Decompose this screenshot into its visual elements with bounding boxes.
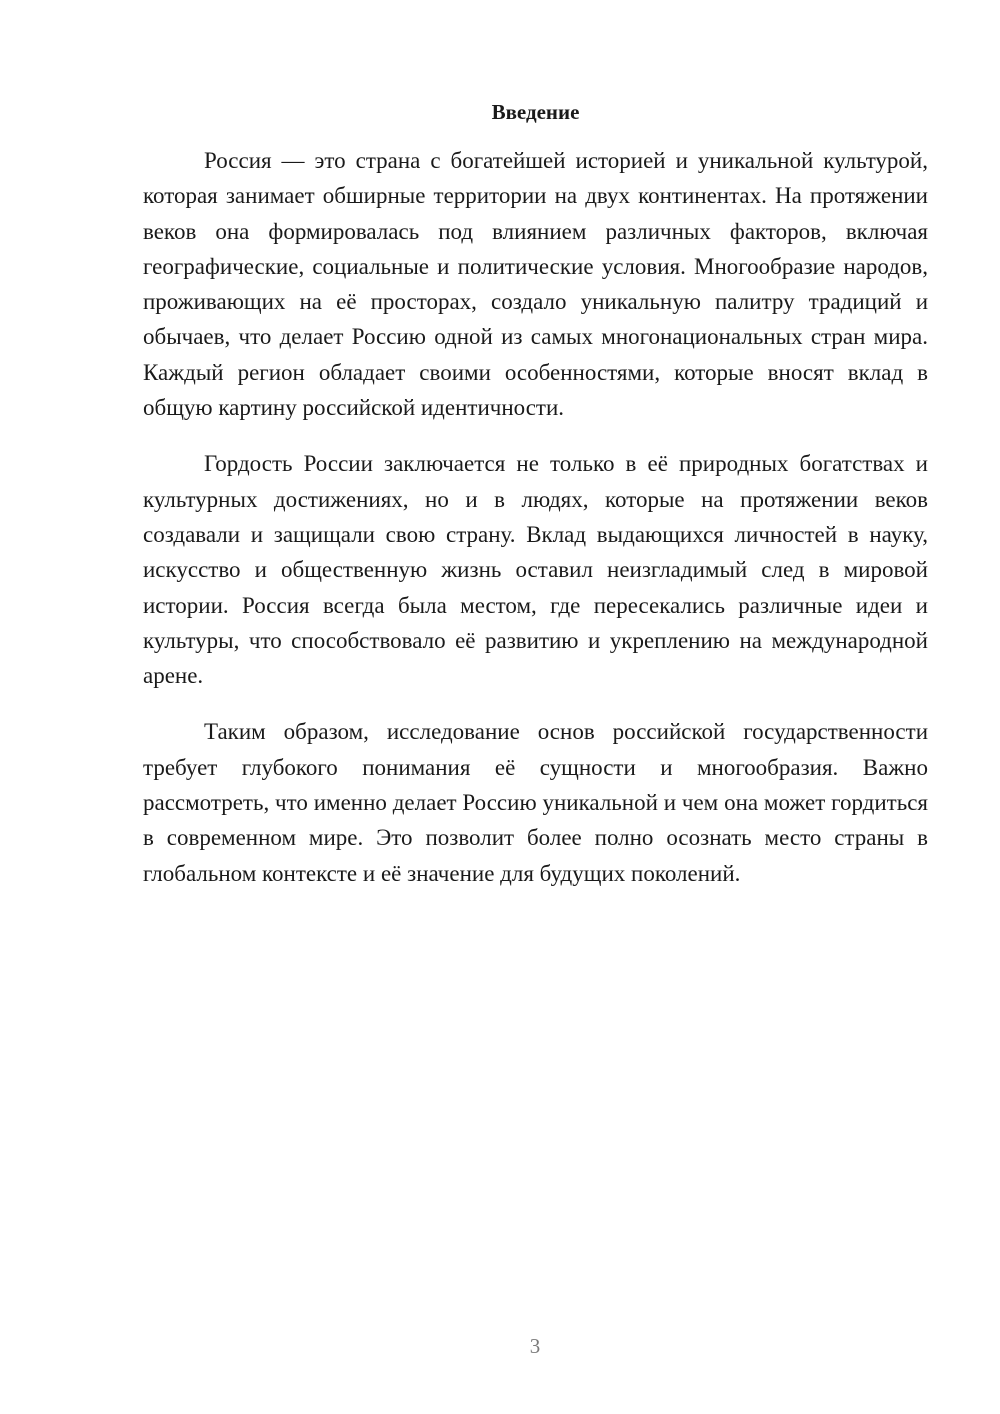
page-number: 3 — [529, 1334, 541, 1358]
paragraph-2: Гордость России заключается не только в её природных богатствах и культурных достижениях, но и в людях, которые на протяжении веков создавали и защищали свою страну. Вклад выдающихся личностей в науку, искусство и общественную жизнь оставил неизгладимый след в мировой истории. Россия всегда была местом, где пересекались различные идеи и культуры, что способствовало её развитию и укреплению на международной арене. — [143, 451, 928, 689]
paragraph-1: Россия — это страна с богатейшей историей и уникальной культурой, которая занимает обширные территории на двух континентах. На протяжении веков она формировалась под влиянием различных факторов, включая географические, социальные и политические условия. Многообразие народов, проживающих на её просторах, создало уникальную палитру традиций и обычаев, что делает Россию одной из самых многонациональных стран мира. Каждый регион обладает своими особенностями, которые вносят вклад в общую картину российской идентичности. — [143, 148, 928, 421]
paragraph-3: Таким образом, исследование основ российской государственности требует глубокого понимания её сущности и многообразия. Важно рассмотреть, что именно делает Россию уникальной и чем она может гордиться в современном мире. Это позволит более полно осознать место страны в глобальном контексте и её значение для будущих поколений. — [143, 719, 928, 886]
body-text — [143, 143, 928, 912]
section-heading: Введение — [491, 100, 580, 124]
